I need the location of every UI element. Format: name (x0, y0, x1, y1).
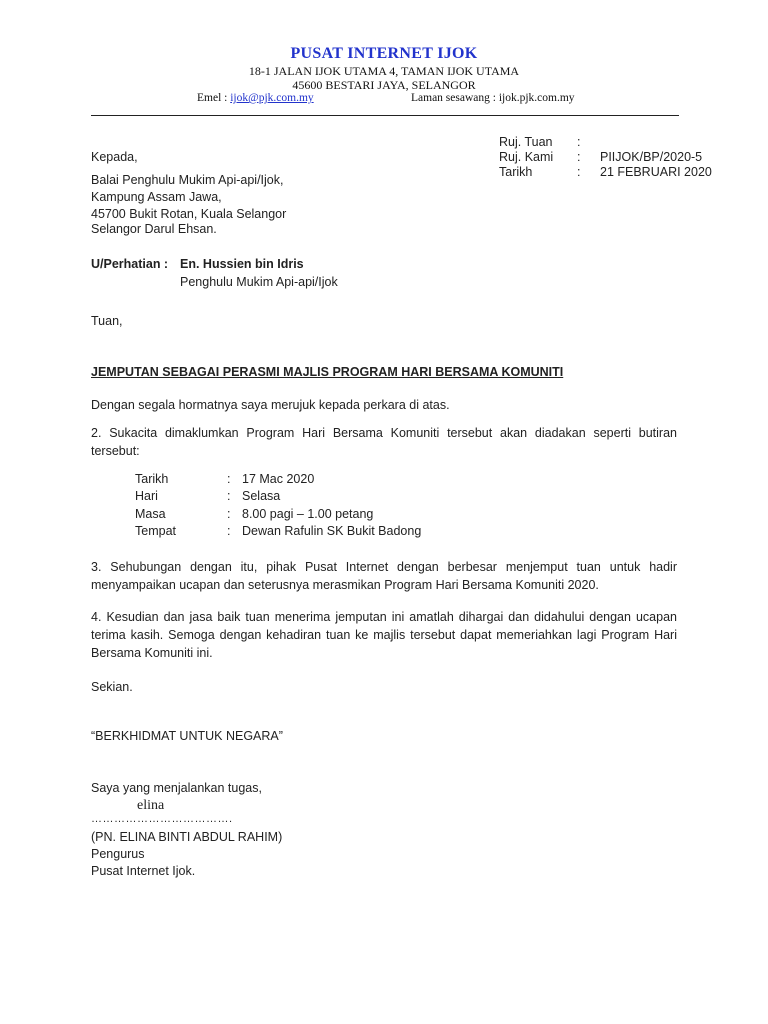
website-label: Laman sesawang : (411, 92, 496, 104)
attention-title: Penghulu Mukim Api-api/Ijok (180, 275, 338, 289)
recipient-line-1: Balai Penghulu Mukim Api-api/Ijok, (91, 173, 284, 187)
recipient-line-3: 45700 Bukit Rotan, Kuala Selangor (91, 207, 287, 221)
sekian: Sekian. (91, 680, 133, 694)
attention-name: En. Hussien bin Idris (180, 257, 304, 271)
detail-label: Tempat (135, 524, 176, 538)
signatory-position: Pengurus (91, 847, 145, 861)
motto: “BERKHIDMAT UNTUK NEGARA” (91, 729, 283, 743)
detail-value: Selasa (242, 489, 281, 503)
org-name: PUSAT INTERNET IJOK (290, 45, 478, 62)
address-line-1: 18-1 JALAN IJOK UTAMA 4, TAMAN IJOK UTAMA (248, 64, 520, 78)
tarikh-colon: : (577, 165, 581, 179)
paragraph-4: 4. Kesudian dan jasa baik tuan menerima jemputan ini amatlah dihargai dan didahului dengan ucapan terima kasih. Semoga dengan kehadiran tuan ke majlis tersebut dapat memeriahkan lagi Program Hari Bersama Komuniti ini. (91, 610, 677, 660)
email-link[interactable]: ijok@pjk.com.my (230, 92, 314, 104)
website-contact (411, 92, 575, 104)
detail-value: 17 Mac 2020 (242, 472, 315, 486)
detail-value: 8.00 pagi – 1.00 petang (242, 507, 374, 521)
salutation: Tuan, (91, 314, 123, 328)
address-line-2: 45600 BESTARI JAYA, SELANGOR (292, 78, 476, 92)
signature: elina (137, 798, 165, 813)
attention-label: U/Perhatian : (91, 257, 169, 271)
duty-line: Saya yang menjalankan tugas, (91, 781, 262, 795)
detail-colon: : (227, 507, 231, 521)
tarikh-label: Tarikh (499, 165, 533, 179)
tarikh-value: 21 FEBRUARI 2020 (600, 165, 712, 179)
detail-colon: : (227, 524, 231, 538)
paragraph-3: 3. Sehubungan dengan itu, pihak Pusat Internet dengan berbesar menjemput tuan untuk hadir menyampaikan ucapan dan seterusnya merasmikan Program Hari Bersama Komuniti 2020. (91, 560, 677, 592)
ruj-kami-label: Ruj. Kami (499, 150, 554, 164)
detail-label: Tarikh (135, 472, 169, 486)
signatory-name: (PN. ELINA BINTI ABDUL RAHIM) (91, 830, 283, 844)
email-label: Emel : (197, 92, 228, 104)
signature-dots: ………………………………. (91, 813, 233, 825)
paragraph-2: 2. Sukacita dimaklumkan Program Hari Bersama Komuniti tersebut akan diadakan seperti butiran tersebut: (91, 426, 677, 458)
letterhead-divider (91, 115, 679, 116)
letter-subject: JEMPUTAN SEBAGAI PERASMI MAJLIS PROGRAM HARI BERSAMA KOMUNITI (91, 365, 564, 379)
detail-label: Hari (135, 489, 158, 503)
ruj-tuan-label: Ruj. Tuan (499, 135, 553, 149)
recipient-line-2: Kampung Assam Jawa, (91, 190, 222, 204)
paragraph-1: Dengan segala hormatnya saya merujuk kepada perkara di atas. (91, 398, 450, 412)
website-value: ijok.pjk.com.my (498, 92, 575, 104)
kepada-label: Kepada, (91, 150, 138, 164)
detail-value: Dewan Rafulin SK Bukit Badong (242, 524, 422, 538)
signatory-org: Pusat Internet Ijok. (91, 864, 196, 878)
email-contact (197, 92, 314, 104)
recipient-line-4: Selangor Darul Ehsan. (91, 222, 217, 236)
ruj-kami-value: PIIJOK/BP/2020-5 (600, 150, 703, 164)
detail-colon: : (227, 489, 231, 503)
ruj-kami-colon: : (577, 150, 581, 164)
ruj-tuan-colon: : (577, 135, 581, 149)
detail-colon: : (227, 472, 231, 486)
detail-label: Masa (135, 507, 166, 521)
